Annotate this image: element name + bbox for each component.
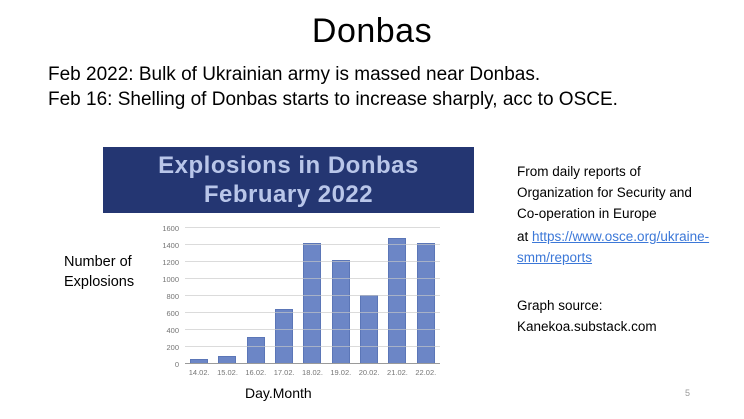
graph-source-line-2: Kanekoa.substack.com: [517, 319, 657, 334]
source-notes: [517, 161, 719, 337]
report-link-paragraph: [517, 226, 719, 268]
bar-slot: [327, 228, 355, 364]
bar-slot: [383, 228, 411, 364]
bar-14-02: [190, 359, 208, 364]
x-tick-label: 22.02.: [415, 368, 437, 377]
link-prefix: at: [517, 229, 533, 244]
bar-slot: [242, 228, 270, 364]
bar-16-02: [247, 337, 265, 364]
x-tick-label: 20.02.: [358, 368, 380, 377]
bar-slot: [298, 228, 326, 364]
y-tick-label: 200: [166, 342, 179, 352]
chart-title-banner: [103, 147, 474, 213]
bar-chart: [162, 223, 440, 369]
x-tick-label: 18.02.: [302, 368, 323, 377]
x-tick-label: 15.02.: [217, 368, 238, 377]
x-axis-title: Day.Month: [245, 385, 312, 401]
source-paragraph: [517, 161, 719, 224]
y-tick-label: 1600: [162, 223, 179, 233]
page-number: 5: [685, 388, 691, 398]
x-tick-label: 19.02.: [330, 368, 352, 377]
bar-17-02: [275, 309, 293, 364]
source-line-2: Organization for Security and: [517, 185, 692, 200]
intro-text: [48, 63, 618, 112]
chart-title-line-1: Explosions in Donbas: [158, 152, 419, 179]
bar-slot: [355, 228, 383, 364]
x-tick-label: 16.02.: [245, 368, 267, 377]
x-tick-label: 21.02.: [387, 368, 408, 377]
y-axis-title-line-2: Explosions: [64, 274, 135, 290]
bar-slot: [270, 228, 298, 364]
y-tick-label: 400: [166, 325, 179, 335]
y-tick-label: 800: [166, 291, 179, 301]
source-line-1: From daily reports of: [517, 164, 641, 179]
intro-line-1: Feb 2022: Bulk of Ukrainian army is massed near Donbas.: [48, 64, 541, 85]
y-tick-label: 600: [166, 308, 179, 318]
slide-title: Donbas: [311, 12, 433, 50]
bar-22-02: [417, 243, 435, 364]
y-tick-label: 1000: [162, 274, 179, 284]
x-tick-label: 17.02.: [273, 368, 295, 377]
source-line-3: Co-operation in Europe: [517, 206, 657, 221]
bar-19-02: [332, 260, 350, 364]
y-tick-label: 0: [174, 359, 179, 369]
y-tick-label: 1400: [162, 240, 179, 250]
chart-bars-layer: [185, 228, 440, 364]
bar-slot: [412, 228, 440, 364]
bar-18-02: [303, 243, 321, 364]
y-axis-title-line-1: Number of: [64, 254, 132, 270]
chart-title-line-2: February 2022: [203, 181, 374, 208]
y-axis-title: [64, 252, 134, 292]
x-tick-label: 14.02.: [188, 368, 210, 377]
bar-20-02: [360, 295, 378, 364]
y-tick-label: 1200: [162, 257, 179, 267]
intro-line-2: Feb 16: Shelling of Donbas starts to increase sharply, acc to OSCE.: [48, 88, 618, 110]
bar-21-02: [388, 238, 406, 364]
osce-reports-link[interactable]: https://www.osce.org/ukraine-smm/reports: [517, 229, 710, 265]
bar-slot: [213, 228, 241, 364]
graph-source-line-1: Graph source:: [517, 298, 603, 313]
bar-slot: [185, 228, 213, 364]
bar-15-02: [218, 356, 236, 364]
graph-source-paragraph: [517, 295, 719, 337]
x-axis-tick-labels: [185, 368, 440, 377]
